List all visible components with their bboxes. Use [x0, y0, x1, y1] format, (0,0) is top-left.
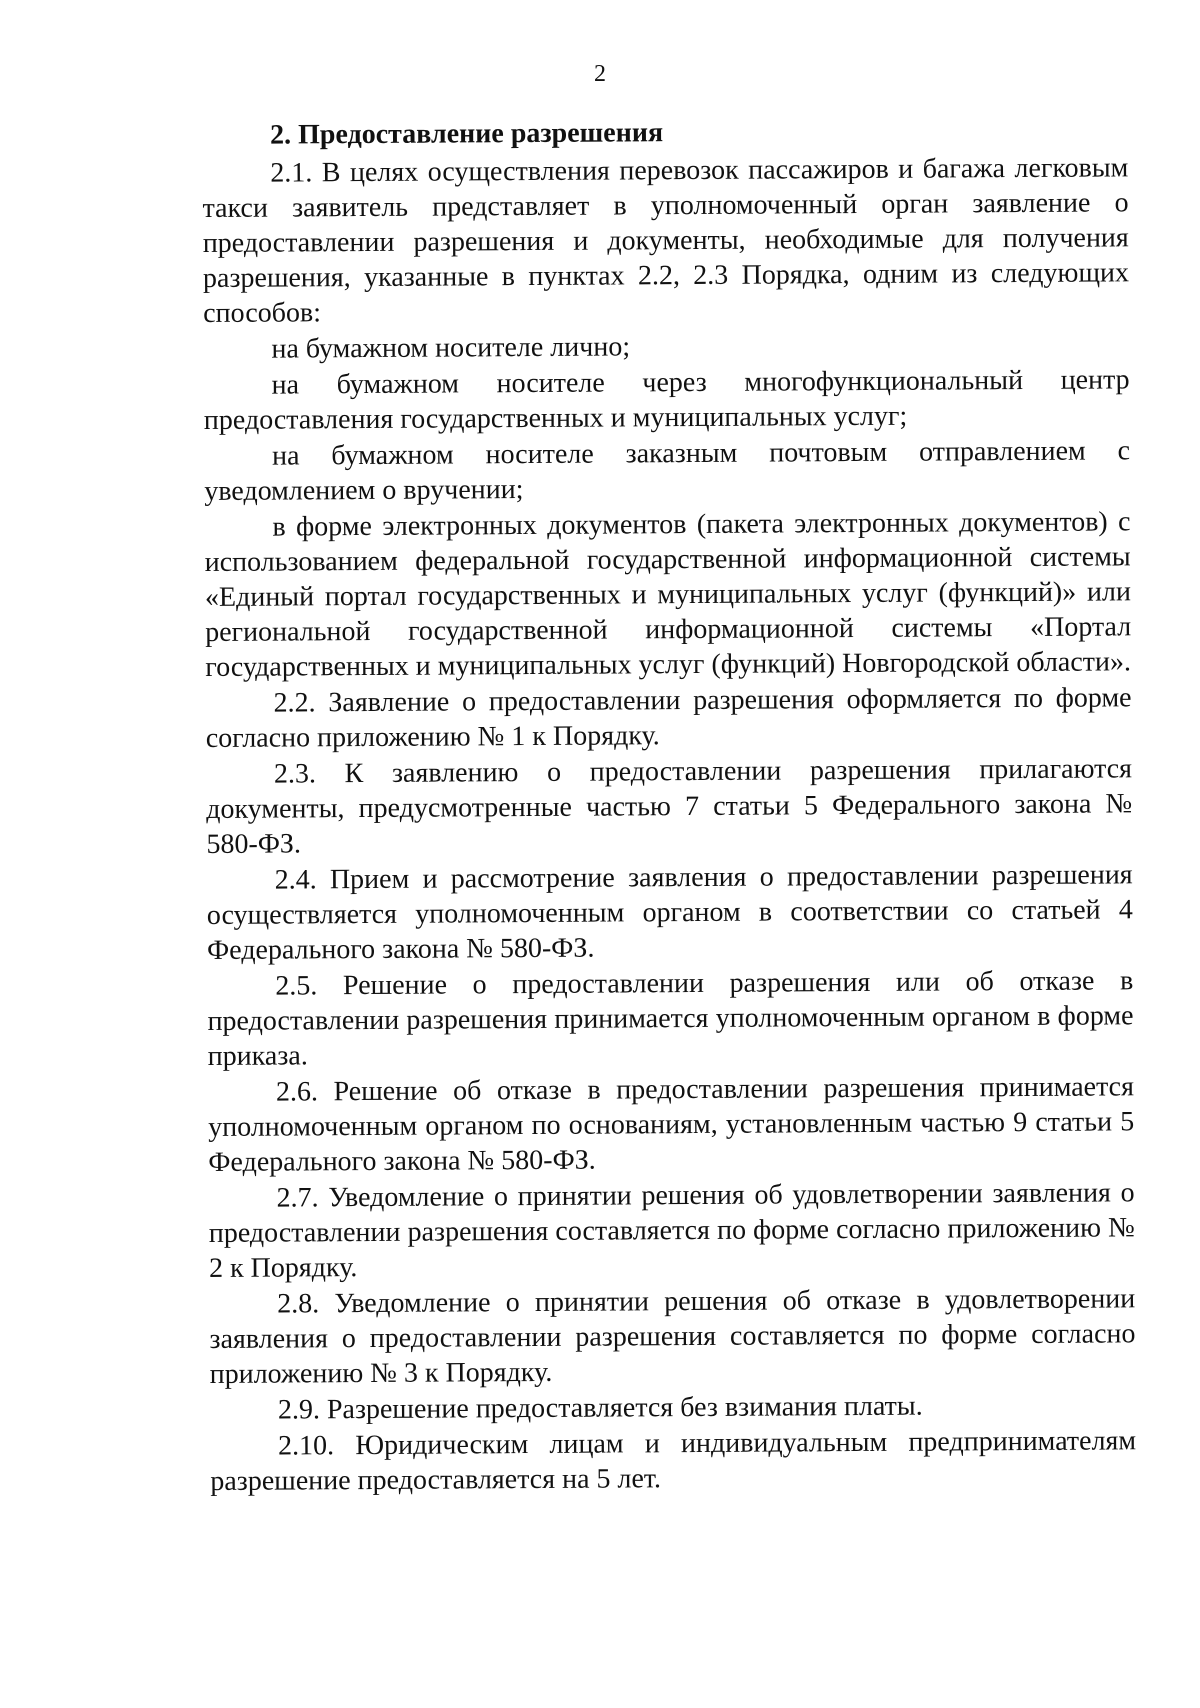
- paragraph-2-8: 2.8. Уведомление о принятии решения об отказе в удовлетворении заявления о предоставлении разрешения составляется по форме согласно приложению № 3 к Порядку.: [209, 1283, 1136, 1390]
- method-paper-mfc: на бумажном носителе через многофункциональный центр предоставления государственных и муниципальных услуг;: [203, 364, 1130, 436]
- section-heading: 2. Предоставление разрешения: [270, 117, 664, 151]
- paragraph-2-10: 2.10. Юридическим лицам и индивидуальным предпринимателям разрешение предоставляется на 5 лет.: [210, 1425, 1137, 1497]
- paragraph-2-1: 2.1. В целях осуществления перевозок пассажиров и багажа легковым такси заявитель представляет в уполномоченный орган заявление о предоставлении разрешения и документы, необходимые для получения разрешения, указанные в пунктах 2.2, 2.3 Порядка, одним из следующих способов:: [202, 152, 1130, 329]
- paragraph-2-4: 2.4. Прием и рассмотрение заявления о предоставлении разрешения осуществляется уполномоченным органом в соответствии со статьей 4 Федерального закона № 580-ФЗ.: [206, 859, 1133, 966]
- method-paper-registered-mail: на бумажном носителе заказным почтовым отправлением с уведомлением о вручении;: [204, 435, 1131, 507]
- method-electronic-documents: в форме электронных документов (пакета электронных документов) с использованием федеральной государственной информационной системы «Единый портал государственных и муниципальных услуг (функций)» или региональной государственной информационной системы «Портал государственных и муниципальных услуг (функций) Новгородской области».: [204, 506, 1132, 683]
- document-body: [202, 112, 1136, 1500]
- paragraph-2-7: 2.7. Уведомление о принятии решения об удовлетворении заявления о предоставлении разрешения составляется по форме согласно приложению № 2 к Порядку.: [208, 1177, 1135, 1284]
- paragraph-2-3: 2.3. К заявлению о предоставлении разрешения прилагаются документы, предусмотренные частью 7 статьи 5 Федерального закона № 580-ФЗ.: [206, 753, 1133, 860]
- page-number: 2: [594, 61, 606, 87]
- paragraph-2-2: 2.2. Заявление о предоставлении разрешения оформляется по форме согласно приложению № 1 к Порядку.: [205, 682, 1132, 754]
- paragraph-2-6: 2.6. Решение об отказе в предоставлении разрешения принимается уполномоченным органом по основаниям, установленным частью 9 статьи 5 Федерального закона № 580-ФЗ.: [208, 1071, 1135, 1178]
- method-paper-in-person: на бумажном носителе лично;: [271, 331, 631, 365]
- paragraph-2-5: 2.5. Решение о предоставлении разрешения или об отказе в предоставлении разрешения принимается уполномоченным органом в форме приказа.: [207, 965, 1134, 1072]
- paragraph-2-9: 2.9. Разрешение предоставляется без взимания платы.: [277, 1390, 923, 1426]
